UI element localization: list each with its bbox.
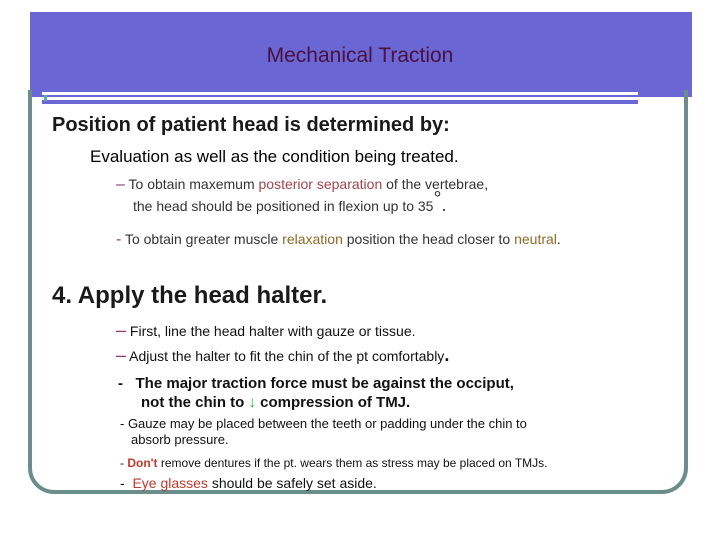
divider-tick [44, 95, 47, 101]
sub-dash: - [118, 375, 123, 392]
section-heading: Position of patient head is determined by: [52, 114, 450, 136]
dont-emphasis: Don't [127, 456, 158, 470]
sub-item-gauze-line2: absorb pressure. [131, 432, 229, 447]
divider-blue [42, 100, 638, 104]
evaluation-text: Evaluation as well as the condition being treated. [90, 147, 459, 166]
bullet-dash: - [116, 231, 122, 248]
bullet-text: To obtain greater muscle [124, 231, 279, 247]
sub-item-dentures [120, 456, 548, 470]
sub-item-traction-force [118, 374, 514, 393]
sub-dash: – [116, 320, 127, 340]
bullet-text-middle: position the head closer to [346, 231, 511, 247]
slide-title: Mechanical Traction [266, 44, 454, 67]
down-arrow-icon: ↓ [248, 394, 256, 411]
degree-symbol: ° [433, 188, 442, 210]
flexion-text: the head should be positioned in flexion up to 35 [133, 198, 434, 214]
sub-item-traction-force-line2 [141, 393, 410, 412]
step-apply-halter: 4. Apply the head halter. [52, 282, 328, 309]
sub-text: remove dentures if the pt. wears them as stress may be placed on TMJs. [160, 456, 548, 470]
sub-item-gauze: - Gauze may be placed between the teeth or padding under the chin to [120, 416, 527, 431]
sub-prefix: - [120, 456, 124, 470]
bullet-text: To obtain maxemum [128, 176, 255, 192]
bullet-flexion-line [133, 188, 447, 216]
divider-white [42, 92, 638, 95]
highlight-posterior-separation: posterior separation [258, 176, 383, 192]
highlight-neutral: neutral [514, 231, 557, 247]
sub-text: should be safely set aside. [211, 475, 377, 491]
sub-dash: - [120, 475, 125, 491]
sub-item-line-halter [116, 320, 416, 341]
sub-dash: – [116, 345, 127, 365]
bullet-end: . [556, 231, 561, 247]
sub-text: Adjust the halter to fit the chin of the pt comfortably [129, 348, 445, 364]
bullet-dash: – [116, 176, 125, 193]
sub-text-line1: The major traction force must be against the occiput, [135, 375, 514, 392]
sub-item-adjust-halter [116, 345, 449, 366]
highlight-relaxation: relaxation [282, 231, 343, 247]
sub-item-eye-glasses [120, 475, 377, 491]
eye-glasses-emphasis: Eye glasses [132, 475, 208, 491]
flexion-end: . [441, 195, 447, 215]
sub-end: . [444, 345, 450, 365]
sub-text: First, line the head halter with gauze or tissue. [129, 323, 416, 339]
sub-text-line2a: not the chin to [141, 394, 245, 411]
bullet-text-suffix: of the vertebrae, [386, 176, 489, 192]
sub-text-line2b: compression of TMJ. [260, 394, 411, 411]
bullet-muscle-relaxation [116, 229, 561, 250]
